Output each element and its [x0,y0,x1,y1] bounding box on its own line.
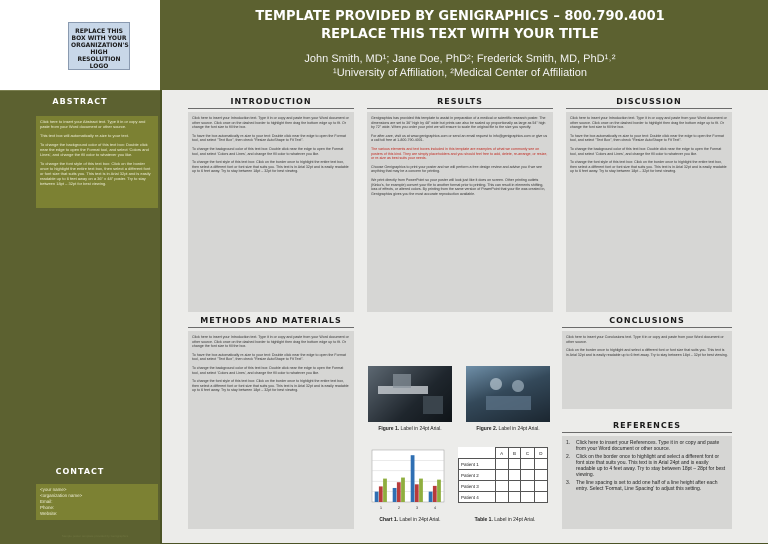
title-line-2: REPLACE THIS TEXT WITH YOUR TITLE [321,27,599,42]
figure-1-image[interactable] [368,366,452,422]
chart-1-caption-label: Chart 1. [379,517,399,523]
discussion-paragraph: To change the font style of this text box: Click on the border once to highlight the entire text box, then select a different font or font size that suits you. This text is in Arial 32pt and is easily readable up to 6 feet away. Try to stay between 18pt – 32pt for best viewing. [570,160,727,174]
table-header-cell: D [534,448,547,459]
contact-line: Website: [40,511,58,516]
references-heading: REFERENCES [613,421,681,430]
table-1-caption-label: Table 1. [474,517,493,523]
contact-line: Phone: [40,505,55,510]
figure-1-caption-text: Label in 24pt Arial. [399,426,442,432]
chart-tick-label: 2 [397,505,401,510]
reference-text: Click here to insert your References. Type it in or copy and paste from your Word document or other source. [576,440,720,452]
figure-2-graphic [466,366,550,422]
abstract-paragraph: To change the font style of this text box: Click on the border once to highlight the entire text box, then select a different font or font size that suits you. This text is in Arial 32pt and is easily readable up to 6 feet away on a 36" x 48" poster. Try to stay between 18pt – 32pt for best viewing. [40,161,151,186]
chart-tick-label: 3 [415,505,419,510]
divider [188,327,354,328]
conclusions-box[interactable] [562,331,732,409]
table-cell [534,492,547,503]
reference-item: 3. The line spacing is set to add one half of a line height after each entry. Select 'Format, Line Spacing' to adjust this setting. [566,480,718,492]
introduction-paragraph: To change the font style of this text box: Click on the border once to highlight the entire text box, then select a different font or font size that suits you. This text is in Arial 32pt and is easily readable up to 6 feet away. Try to stay between 18pt – 32pt for best viewing. [192,160,349,174]
methods-box[interactable] [188,331,354,529]
table-cell [495,470,508,481]
figure-2-caption [466,426,550,432]
discussion-box[interactable] [566,112,732,312]
contact-line: <your name> [40,487,67,492]
discussion-paragraph: To change the background color of this text box: Double click near the edge to open the Format tool, and select 'Colors and Lines', and change the fill color to whatever you like. [570,146,722,156]
chart-bar [383,479,387,502]
introduction-box[interactable] [188,112,354,312]
chart-1[interactable] [364,444,454,514]
table-header-cell: A [495,448,508,459]
chart-bar [401,478,405,502]
table-cell [521,492,534,503]
divider [566,108,732,109]
abstract-box[interactable] [36,116,158,208]
poster-body [162,90,768,543]
reference-text: The line spacing is set to add one half of a line height after each entry. Select 'Format, Line Spacing' to adjust this setting. [576,480,718,492]
contact-line: <organization name> [40,493,83,498]
chart-1-caption [368,517,452,523]
figure-2-caption-text: Label in 24pt Arial. [497,426,540,432]
table-cell [521,481,534,492]
introduction-paragraph: Click here to insert your Introduction text. Type it in or copy and paste from your Word document or other source. Click once on the dashed border to highlight then drag the bottom edge up to fit. Or change the font size to fill the box. [192,116,349,130]
chart-1-caption-text: Label in 24pt Arial. [398,517,441,523]
abstract-paragraph: To change the background color of this text box: Double click near the edge to open the Format tool, and select 'Colors and Lines', and change the fill color to whatever you like. [40,142,149,157]
table-row [459,481,548,492]
abstract-heading: ABSTRACT [52,97,108,106]
introduction-paragraph: To change the background color of this text box: Double click near the edge to open the Format tool, and select 'Colors and Lines', and change the fill color to whatever you like. [192,146,344,156]
logo-placeholder[interactable] [68,22,130,70]
table-1-caption-text: Label in 24pt Arial. [492,517,536,523]
discussion-paragraph: To have the box automatically re-size to your text: Double click near the edge to open the Format tool, and select "Text Box", then check "Resize AutoShape to Fit Text". [570,133,724,143]
table-row [459,459,548,470]
chart-tick-label: 4 [433,505,437,510]
table-cell [495,492,508,503]
contact-line: Email: [40,499,53,504]
table-cell [495,481,508,492]
reference-item: 2. Click on the border once to highlight and select a different font or font size that suits you. This text is in Arial 24pt and is easily readable up to 4 feet away. Try to stay between 18pt – 28pt for best viewing. [566,454,726,478]
results-box[interactable] [367,112,553,312]
table-1-caption [462,517,548,523]
table-1 [458,447,548,503]
table-cell [534,470,547,481]
divider [367,108,553,109]
reference-item: 1. Click here to insert your References. Type it in or copy and paste from your Word document or other source. [566,440,720,452]
chart-bar [419,479,423,502]
abstract-paragraph: Click here to insert your Abstract text. Type it in or copy and paste from your Word document or other source. [40,119,146,129]
chart-bar [397,482,401,502]
table-header-row [459,448,548,459]
results-paragraph: For after-care, visit us at www.genigraphics.com or send an email request to info@genigraphics.com or give us a call toll free at 1-800-790-4001. [371,133,548,143]
table-row [459,470,548,481]
title-line-1: TEMPLATE PROVIDED BY GENIGRAPHICS – 800.790.4001 [255,9,665,24]
methods-paragraph: To change the font style of this text box: Click on the border once to highlight the entire text box, then select a different font or font size that suits you. This text is in Arial 32pt and is easily readable up to 6 feet away. Try to stay between 18pt – 32pt for best viewing. [192,379,349,393]
chart-bar [415,484,419,502]
table-cell [508,459,521,470]
conclusions-paragraph: Click on the border once to highlight and select a different font or font size that suits you. This text is in Arial 32pt and is easily readable up to 6 feet away. Try to stay between 18pt – 32pt for best viewing. [566,348,728,357]
contact-heading: CONTACT [55,467,105,476]
table-cell: Patient 1 [459,459,496,470]
divider [188,108,354,109]
table-cell: Patient 3 [459,481,496,492]
discussion-paragraph: Click here to insert your Introduction text. Type it in or copy and paste from your Word document or other source. Click once on the dashed border to highlight then drag the bottom edge up to fit. Or change the font size to fill the box. [570,116,727,130]
table-row [459,492,548,503]
introduction-paragraph: To have the box automatically re-size to your text: Double click near the edge to open the Format tool, and select "Text Box", then check "Resize AutoShape to Fit Text". [192,133,346,143]
chart-tick-label: 1 [379,505,383,510]
table-cell [495,459,508,470]
methods-paragraph: Click here to insert your Introduction text. Type it in or copy and paste from your Word document or other source. Click once on the dashed border to highlight then drag the bottom edge up to fit. Or change the font size to fill the box. [192,335,349,349]
results-paragraph: Choose Genigraphics to print your poster and we will perform a free design review and advise you if we see anything that may be a concern for printing. [371,164,542,174]
figure-2-caption-label: Figure 2. [476,426,498,432]
reference-text: Click on the border once to highlight and select a different font or font size that suits you. This text is in Arial 24pt and is easily readable up to 4 feet away. Try to stay between 18pt – 28pt for best viewing. [576,454,726,478]
divider [562,327,732,328]
poster-header [0,0,768,90]
conclusions-paragraph: Click here to insert your Conclusions text. Type it in or copy and paste from your Word document or other source. [566,335,724,344]
discussion-heading: DISCUSSION [616,97,682,106]
table-header-cell: C [521,448,534,459]
figure-2-image[interactable] [466,366,550,422]
methods-paragraph: To change the background color of this text box: Double click near the edge to open the Format tool, and select 'Colors and Lines', and change the fill color to whatever you like. [192,365,344,375]
table-header-cell: B [508,448,521,459]
chart-bar [379,486,383,502]
divider [562,432,732,433]
results-heading: RESULTS [437,97,483,106]
poster-title [175,8,745,44]
table-cell [534,459,547,470]
results-red-paragraph: The various elements and text boxes included in this template are examples of what we commonly see on posters of this kind. They are simply placeholders and you should feel free to add, delete, re-arrange, or resize, or re-size as best suits your needs. [371,146,548,161]
methods-paragraph: To have the box automatically re-size to your text: Double click near the edge to open the Format tool, and select "Text Box", then check "Resize AutoShape to Fit Text". [192,352,346,362]
sidebar [0,90,160,544]
table-cell [508,492,521,503]
chart-bar [375,492,379,502]
authors: John Smith, MD¹; Jane Doe, PhD²; Frederick Smith, MD, PhD¹˒² [304,53,616,65]
methods-heading: METHODS AND MATERIALS [200,316,342,325]
table-cell: Patient 2 [459,470,496,481]
chart-bar [433,486,437,502]
chart-bar [393,488,397,502]
conclusions-heading: CONCLUSIONS [609,316,685,325]
results-paragraph: Genigraphics has provided this template to assist in preparation of a medical or scientific research poster. The dimensions are set to 36" high by 48" wide but prints can also be scaled up proportionally as large as 54" high by 72" wide. When you order your print we will ensure to scale the original file to the size you specify. [371,116,546,130]
chart-bar [429,492,433,502]
affiliations: ¹University of Affiliation, ²Medical Center of Affiliation [333,67,587,79]
table-header-cell [459,448,496,459]
introduction-heading: INTRODUCTION [230,97,312,106]
table-cell [521,470,534,481]
abstract-paragraph: This text box will automatically re-size to your text. [40,133,129,138]
table-cell [534,481,547,492]
contact-box[interactable] [36,484,158,520]
footer-credit: Sample poster template provided by Genigraphics [61,534,129,538]
figure-1-caption [368,426,452,432]
references-list [566,440,726,494]
table-cell [508,481,521,492]
figure-1-caption-label: Figure 1. [378,426,400,432]
table-cell [508,470,521,481]
results-paragraph: We print directly from PowerPoint so your poster will look just like it does on screen. Other printing outlets (Kinko's, for example) convert your file to another format prior to printing. This can result in elements shifting, loss of effects, or altered colors. By printing from the same version of PowerPoint that your file was created in, Genigraphics gives you the most accurate reproduction available. [371,177,546,196]
table-cell: Patient 4 [459,492,496,503]
logo-area [0,0,160,90]
chart-bar [411,455,415,502]
references-box[interactable] [562,436,732,529]
table-cell [521,459,534,470]
logo-text: REPLACE THIS BOX WITH YOUR ORGANIZATION'S HIGH RESOLUTION LOGO [71,28,129,70]
figure-1-graphic [368,366,452,422]
chart-bar [437,480,441,502]
